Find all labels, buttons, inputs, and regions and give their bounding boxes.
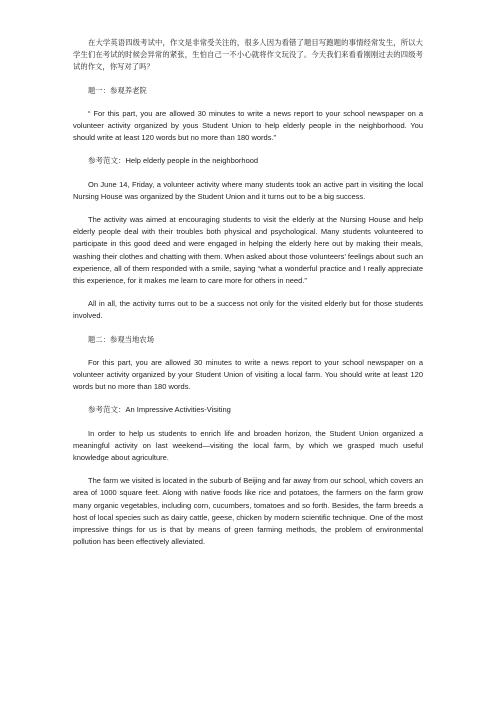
topic2-prompt: For this part, you are allowed 30 minutes to write a news report to your school newspaper on a volunteer activity organized by your Student Union of visiting a local farm. You should write at least 120 words but no more than 180 words. bbox=[73, 357, 423, 392]
intro-paragraph: 在大学英语四级考试中，作文是非常受关注的，很多人因为看错了题目写跑题的事情经常发生，所以大学生们在考试的时候会异常的紧张，生怕自己一不小心就将作文玩没了。今天我们来看看刚刚过去的四级考试的作文，你写对了吗？ bbox=[73, 38, 423, 72]
topic1-prompt: “ For this part, you are allowed 30 minutes to write a news report to your school newspaper on a volunteer activity organized by yous Student Union to help elderly people in the neighborhood. You should write at least 120 words but no more than 180 words.” bbox=[73, 108, 423, 143]
sample-label: 参考范文： bbox=[88, 156, 126, 166]
topic1-sample-heading bbox=[73, 155, 423, 167]
topic2-paragraph-2: The farm we visited is located in the suburb of Beijing and far away from our school, which covers an area of 1000 square feet. Along with native foods like rice and potatoes, the farmers on the farm grow many organic vegetables, including corn, cucumbers, tomatoes and so forth. Besides, the farm breeds a host of local species such as dairy cattle, geese, chicken by modern scientific technique. One of the most impressive things for us is that by means of green farming methods, the problem of environmental pollution has been effectively alleviated. bbox=[73, 476, 423, 547]
topic2-paragraph-1: In order to help us students to enrich life and broaden horizon, the Student Union organized a meaningful activity on last weekend—visiting the local farm, by which we grasped much useful knowledge about agriculture. bbox=[73, 428, 423, 463]
topic1-paragraph-2: The activity was aimed at encouraging students to visit the elderly at the Nursing House and help elderly people deal with their troubles both physical and psychological. Many students volunteered to participate in this good deed and were engaged in helping the elderly here out by making their meals, washing their clothes and chatting with them. When asked about those volunteers’ feelings about such an experience, all of them responded with a smile, saying “what a wonderful practice and I really appreciate this experience, for it makes me learn to care more for others in need.” bbox=[73, 215, 423, 286]
topic1-paragraph-3: All in all, the activity turns out to be a success not only for the visited elderly but for those students involved. bbox=[73, 299, 423, 321]
sample-label: 参考范文： bbox=[88, 405, 126, 415]
sample-title: Help elderly people in the neighborhood bbox=[125, 156, 259, 166]
topic2-heading: 题二：参观当地农场 bbox=[88, 334, 155, 344]
topic2-sample-heading bbox=[73, 404, 423, 416]
topic1-heading: 题一：参观养老院 bbox=[88, 85, 147, 95]
topic1-paragraph-1: On June 14, Friday, a volunteer activity where many students took an active part in visiting the local Nursing House was organized by the Student Union and it turns out to be a big success. bbox=[73, 179, 423, 201]
sample-title: An Impressive Activities-Visiting bbox=[125, 405, 231, 415]
